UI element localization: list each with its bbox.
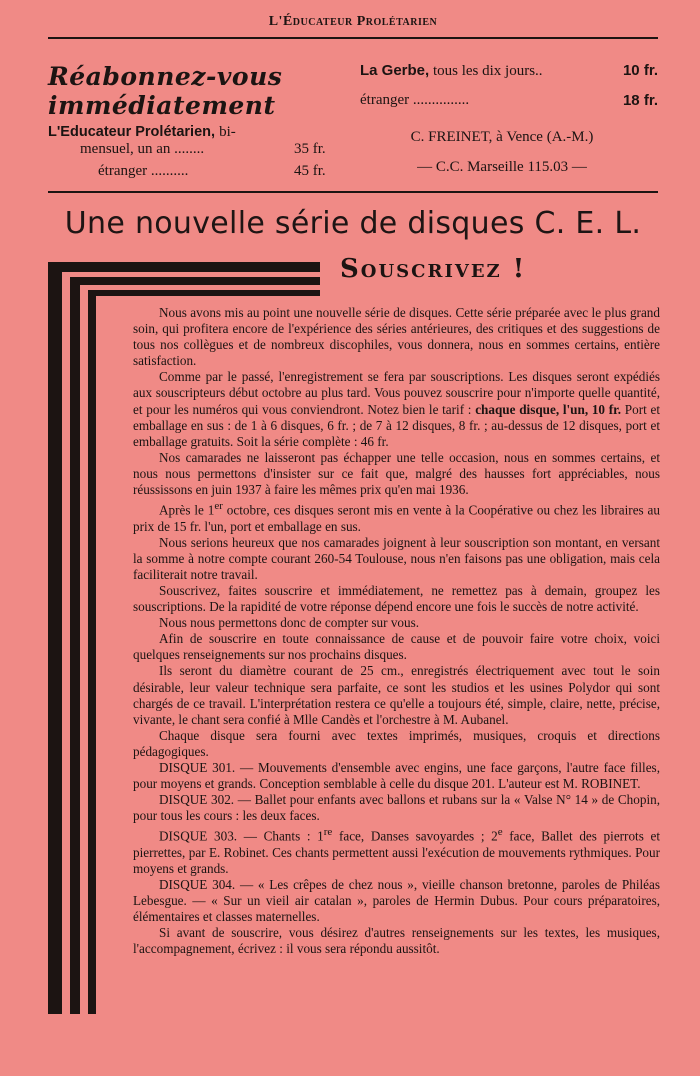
gerbe-foreign-label: étranger ...............: [360, 92, 470, 108]
superscript: e: [497, 826, 503, 839]
gerbe-foreign-row: [360, 92, 658, 122]
publisher-address: C. FREINET, à Vence (A.-M.): [410, 129, 594, 145]
tariff-emphasis: chaque disque, l'un, 10 fr.: [475, 401, 622, 417]
gerbe-label-text: tous les dix jours..: [429, 63, 543, 79]
article-body: [133, 305, 660, 958]
resubscribe-title: [48, 62, 348, 120]
journal-header: L'Éducateur Prolétarien: [268, 14, 438, 29]
paragraph: [133, 498, 660, 535]
paragraph: Nos camarades ne laisseront pas échapper une telle occasion, nous en sommes certains, et nous nous permettons d'insister sur ce fait que, malgré des hausses fort appréciables, nous réussissons en juin 1937 à faire les mêmes prix qu'en mai 1936.: [133, 449, 660, 498]
paragraph: Nous avons mis au point une nouvelle série de disques. Cette série préparée avec le plus grand soin, qui profitera encore de l'expérience des séries antérieures, des critiques et des suggestions de tous nos collègues et de nombreux discophiles, vous donnera, nous en sommes certains, entière satisfaction.: [133, 305, 660, 369]
paragraph: Chaque disque sera fourni avec textes imprimés, musiques, croquis et directions pédagogiques.: [133, 727, 660, 759]
price-label: étranger ..........: [98, 163, 189, 179]
text: Comme par le passé, l'enregistrement se fera par souscriptions. Les disques seront expédiés aux souscripteurs début octobre au plus tard. Vous pouvez souscrire pour n'importe quelle quantité, et pour les numéros qui vous conviendront. Notez bien le tarif :: [133, 369, 660, 417]
price-label: mensuel, un an ........: [80, 141, 205, 157]
price-row-foreign: [48, 163, 348, 185]
text: face, Danses savoyardes ; 2: [332, 828, 498, 844]
superscript: re: [323, 826, 333, 839]
paragraph: Souscrivez, faites souscrire et immédiatement, ne remettez pas à demain, groupez les souscriptions. De la rapidité de votre réponse dépend encore une fois le succès de notre activité.: [133, 582, 660, 615]
text: Port et emballage en sus : de 1 à 6 disques, 6 fr. ; de 7 à 12 disques, 8 fr. ; au-dessus de 12 disques, port et emballage gratuits. Soit la série complète : 46 fr.: [133, 401, 660, 449]
paragraph: Nous nous permettons donc de compter sur vous.: [159, 615, 420, 631]
article-subtitle: Souscrivez !: [340, 254, 527, 284]
paragraph: DISQUE 302. — Ballet pour enfants avec ballons et rubans sur la « Valse N° 14 » de Chopin, pour tous les cours : les deux faces.: [133, 792, 660, 824]
superscript: er: [214, 500, 223, 513]
gerbe-foreign-price: 18 fr.: [622, 92, 658, 109]
text: Après le 1: [159, 502, 215, 518]
price-row-annual: [48, 141, 348, 163]
paragraph: [133, 369, 660, 449]
gerbe-price-row: [360, 62, 658, 92]
section-rule: [48, 191, 658, 193]
price-value: 45 fr.: [294, 163, 326, 179]
text: face, Ballet des pierrots et pierrettes, par E. Robinet. Ces chants permettent aussi l'exécution de mouvements rythmiques. Pour moyens et grands.: [133, 828, 661, 876]
subscription-suffix: bi-: [219, 124, 236, 140]
text: octobre, ces disques seront mis en vente à la Coopérative ou chez les libraires au prix de 15 fr. l'un, port et emballage en sus.: [133, 502, 660, 534]
paragraph: DISQUE 301. — Mouvements d'ensemble avec engins, une face garçons, l'autre face filles, pour moyens et grands. Conception semblable à celle du disque 201. L'auteur est M. ROBINET.: [133, 760, 660, 792]
gerbe-box: [360, 62, 658, 182]
subscription-name-text: L'Educateur Prolétarien,: [48, 124, 216, 140]
paragraph: [133, 824, 660, 877]
article-title: Une nouvelle série de disques C. E. L.: [64, 206, 642, 241]
subscription-name: [48, 124, 348, 141]
gerbe-label: [360, 62, 543, 80]
text: DISQUE 303. — Chants : 1: [159, 828, 324, 844]
price-value: 35 fr.: [294, 141, 326, 157]
paragraph: Ils seront du diamètre courant de 25 cm., enregistrés électriquement avec tout le soin désirable, leur valeur technique sera parfaite, ce sont les studios et les usines Polydor qui sont chargés de ce travail. L'interprétation restera ce qu'elle a toujours été, simple, claire, nette, précise, vivante, le chant sera confié à Mlle Candès et l'orchestre à M. Aubanel.: [133, 663, 660, 727]
header-rule: [48, 37, 658, 39]
resubscribe-box: [48, 62, 348, 185]
postal-account: — C.C. Marseille 115.03 —: [417, 159, 587, 175]
gerbe-price: 10 fr.: [622, 62, 658, 79]
paragraph: Si avant de souscrire, vous désirez d'autres renseignements sur les textes, les musiques, l'accompagnement, écrivez : il vous sera répondu aussitôt.: [133, 925, 660, 957]
paragraph: DISQUE 304. — « Les crêpes de chez nous », vieille chanson bretonne, paroles de Philéas Lebesgue. — « Sur un vieil air catalan », paroles de Hermin Dubus. Pour cours préparatoires, élémentaires et classes maternelles.: [133, 877, 660, 925]
title-line-1: Réabonnez-vous: [48, 62, 283, 91]
title-line-2: immédiatement: [48, 91, 276, 120]
gerbe-name: La Gerbe,: [360, 62, 430, 79]
paragraph: Afin de souscrire en toute connaissance de cause et de pouvoir faire votre choix, voici quelques renseignements sur nos prochains disques.: [133, 631, 660, 663]
paragraph: Nous serions heureux que nos camarades joignent à leur souscription son montant, en versant la somme à notre compte courant 260-54 Toulouse, nous n'en faisons pas une obligation, mais cela faciliterait notre travail.: [133, 534, 660, 582]
